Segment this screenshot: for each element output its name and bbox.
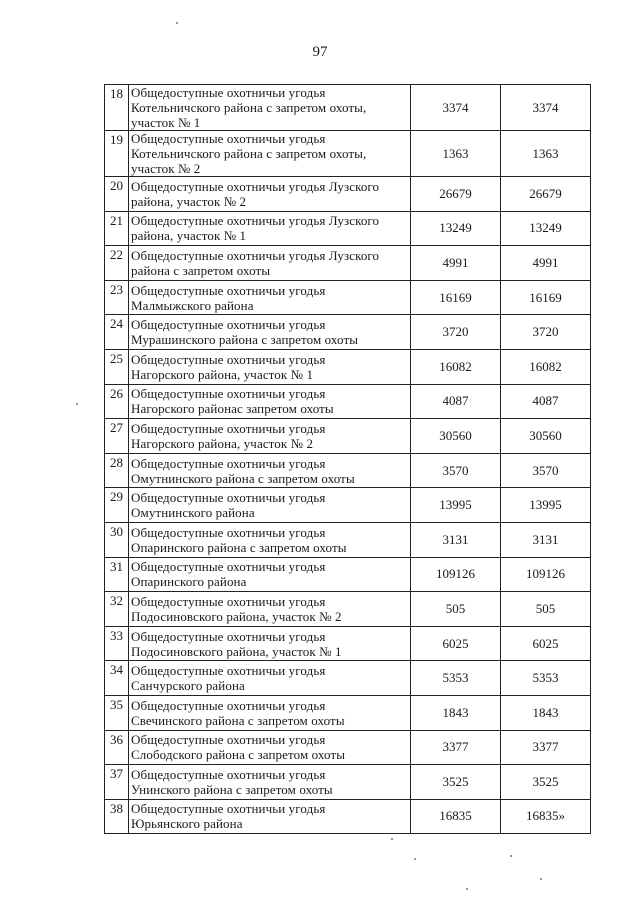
table-row xyxy=(105,315,591,350)
table-row xyxy=(105,730,591,765)
row-number: 33 xyxy=(105,626,129,661)
area-value: 13995 xyxy=(501,488,591,523)
row-number: 31 xyxy=(105,557,129,592)
name-line: Общедоступные охотничьи угодья xyxy=(131,85,326,100)
table-row xyxy=(105,488,591,523)
table-row xyxy=(105,85,591,131)
name-line: Общедоступные охотничьи угодья xyxy=(131,351,326,367)
name-line: Котельничского района с запретом охоты, xyxy=(131,146,367,161)
name-line: участок № 1 xyxy=(131,115,201,130)
name-line: Общедоступные охотничьи угодья xyxy=(131,593,326,609)
table-row xyxy=(105,765,591,800)
area-value: 4991 xyxy=(501,246,591,281)
name-line: Омутнинского района xyxy=(131,505,255,521)
name-line: Общедоступные охотничьи угодья xyxy=(131,801,326,817)
name-line: Общедоступные охотничьи угодья xyxy=(131,490,326,506)
area-total: 3377 xyxy=(411,730,501,765)
hunting-ground-name xyxy=(129,661,411,696)
table-row xyxy=(105,211,591,246)
area-value: 1363 xyxy=(501,131,591,177)
name-line: Нагорского районас запретом охоты xyxy=(131,401,334,417)
name-line: Общедоступные охотничьи угодья xyxy=(131,131,326,146)
hunting-ground-name xyxy=(129,730,411,765)
area-total: 16835 xyxy=(411,799,501,834)
name-line: Общедоступные охотничьи угодья xyxy=(131,455,326,471)
hunting-ground-name xyxy=(129,246,411,281)
area-total: 16082 xyxy=(411,349,501,384)
name-line: района, участок № 1 xyxy=(131,228,247,244)
area-total: 26679 xyxy=(411,177,501,212)
row-number: 38 xyxy=(105,799,129,834)
area-total: 3570 xyxy=(411,453,501,488)
area-value: 26679 xyxy=(501,177,591,212)
hunting-ground-name xyxy=(129,453,411,488)
area-total: 4087 xyxy=(411,384,501,419)
area-total: 6025 xyxy=(411,626,501,661)
table-row xyxy=(105,557,591,592)
name-line: Общедоступные охотничьи угодья xyxy=(131,732,326,748)
name-line: Опаринского района с запретом охоты xyxy=(131,539,347,555)
hunting-ground-name xyxy=(129,799,411,834)
row-number: 22 xyxy=(105,246,129,281)
name-line: Мурашинского района с запретом охоты xyxy=(131,332,359,348)
area-value: 3570 xyxy=(501,453,591,488)
name-line: Общедоступные охотничьи угодья xyxy=(131,628,326,644)
name-line: Общедоступные охотничьи угодья xyxy=(131,317,326,333)
hunting-ground-name xyxy=(129,626,411,661)
row-number: 18 xyxy=(105,85,129,131)
hunting-ground-name xyxy=(129,765,411,800)
name-line: Подосиновского района, участок № 2 xyxy=(131,608,342,624)
row-number: 23 xyxy=(105,280,129,315)
table-row xyxy=(105,280,591,315)
name-line: Общедоступные охотничьи угодья xyxy=(131,697,326,713)
hunting-ground-name xyxy=(129,522,411,557)
area-total: 13995 xyxy=(411,488,501,523)
area-total: 3131 xyxy=(411,522,501,557)
name-line: Общедоступные охотничьи угодья xyxy=(131,559,326,575)
area-value: 505 xyxy=(501,592,591,627)
row-number: 25 xyxy=(105,349,129,384)
area-value: 5353 xyxy=(501,661,591,696)
area-total: 1843 xyxy=(411,695,501,730)
name-line: района, участок № 2 xyxy=(131,193,247,209)
name-line: района с запретом охоты xyxy=(131,262,271,278)
area-total: 30560 xyxy=(411,419,501,454)
row-number: 28 xyxy=(105,453,129,488)
row-number: 21 xyxy=(105,211,129,246)
hunting-ground-name xyxy=(129,85,411,131)
row-number: 36 xyxy=(105,730,129,765)
row-number: 29 xyxy=(105,488,129,523)
hunting-ground-name xyxy=(129,557,411,592)
name-line: Общедоступные охотничьи угодья Лузского xyxy=(131,213,380,229)
area-total: 505 xyxy=(411,592,501,627)
table-row xyxy=(105,453,591,488)
name-line: Общедоступные охотничьи угодья xyxy=(131,766,326,782)
hunting-ground-name xyxy=(129,419,411,454)
area-value: 4087 xyxy=(501,384,591,419)
hunting-ground-name xyxy=(129,315,411,350)
area-value: 3131 xyxy=(501,522,591,557)
row-number: 32 xyxy=(105,592,129,627)
area-total: 4991 xyxy=(411,246,501,281)
table-row xyxy=(105,799,591,834)
row-number: 24 xyxy=(105,315,129,350)
table-row xyxy=(105,661,591,696)
hunting-ground-name xyxy=(129,280,411,315)
name-line: Опаринского района xyxy=(131,574,247,590)
area-total: 109126 xyxy=(411,557,501,592)
area-value: 3720 xyxy=(501,315,591,350)
table-row xyxy=(105,384,591,419)
area-value: 109126 xyxy=(501,557,591,592)
area-total: 5353 xyxy=(411,661,501,696)
table-row xyxy=(105,592,591,627)
area-value: 3374 xyxy=(501,85,591,131)
row-number: 20 xyxy=(105,177,129,212)
row-number: 30 xyxy=(105,522,129,557)
table-row xyxy=(105,177,591,212)
name-line: Общедоступные охотничьи угодья xyxy=(131,386,326,402)
area-total: 13249 xyxy=(411,211,501,246)
area-value: 16169 xyxy=(501,280,591,315)
area-value: 16835» xyxy=(501,799,591,834)
hunting-ground-name xyxy=(129,131,411,177)
row-number: 19 xyxy=(105,131,129,177)
area-value: 6025 xyxy=(501,626,591,661)
page-number: 97 xyxy=(312,44,328,60)
area-total: 16169 xyxy=(411,280,501,315)
name-line: Общедоступные охотничьи угодья xyxy=(131,524,326,540)
hunting-ground-name xyxy=(129,592,411,627)
area-total: 3374 xyxy=(411,85,501,131)
name-line: Общедоступные охотничьи угодья Лузского xyxy=(131,178,380,194)
name-line: Свечинского района с запретом охоты xyxy=(131,712,345,728)
name-line: Котельничского района с запретом охоты, xyxy=(131,100,367,115)
row-number: 37 xyxy=(105,765,129,800)
name-line: Нагорского района, участок № 2 xyxy=(131,435,314,451)
table-row xyxy=(105,626,591,661)
name-line: Общедоступные охотничьи угодья xyxy=(131,663,326,679)
table-row xyxy=(105,246,591,281)
area-value: 3377 xyxy=(501,730,591,765)
row-number: 27 xyxy=(105,419,129,454)
hunting-ground-name xyxy=(129,384,411,419)
hunting-ground-name xyxy=(129,211,411,246)
hunting-ground-name xyxy=(129,695,411,730)
area-total: 3525 xyxy=(411,765,501,800)
name-line: Малмыжского района xyxy=(131,297,254,313)
name-line: Общедоступные охотничьи угодья Лузского xyxy=(131,247,380,263)
area-value: 13249 xyxy=(501,211,591,246)
hunting-ground-name xyxy=(129,349,411,384)
name-line: Подосиновского района, участок № 1 xyxy=(131,643,342,659)
table-row xyxy=(105,522,591,557)
row-number: 26 xyxy=(105,384,129,419)
table-row xyxy=(105,131,591,177)
name-line: Слободского района с запретом охоты xyxy=(131,747,346,763)
area-value: 16082 xyxy=(501,349,591,384)
row-number: 35 xyxy=(105,695,129,730)
row-number: 34 xyxy=(105,661,129,696)
name-line: Санчурского района xyxy=(131,678,245,694)
name-line: Общедоступные охотничьи угодья xyxy=(131,420,326,436)
hunting-grounds-table xyxy=(104,84,591,834)
area-total: 1363 xyxy=(411,131,501,177)
name-line: Нагорского района, участок № 1 xyxy=(131,366,314,382)
name-line: Омутнинского района с запретом охоты xyxy=(131,470,355,486)
table-row xyxy=(105,349,591,384)
hunting-ground-name xyxy=(129,177,411,212)
area-value: 30560 xyxy=(501,419,591,454)
name-line: участок № 2 xyxy=(131,161,201,176)
name-line: Унинского района с запретом охоты xyxy=(131,781,333,797)
name-line: Юрьянского района xyxy=(131,816,243,832)
name-line: Общедоступные охотничьи угодья xyxy=(131,282,326,298)
area-total: 3720 xyxy=(411,315,501,350)
area-value: 3525 xyxy=(501,765,591,800)
table-row xyxy=(105,419,591,454)
table-row xyxy=(105,695,591,730)
area-value: 1843 xyxy=(501,695,591,730)
hunting-ground-name xyxy=(129,488,411,523)
